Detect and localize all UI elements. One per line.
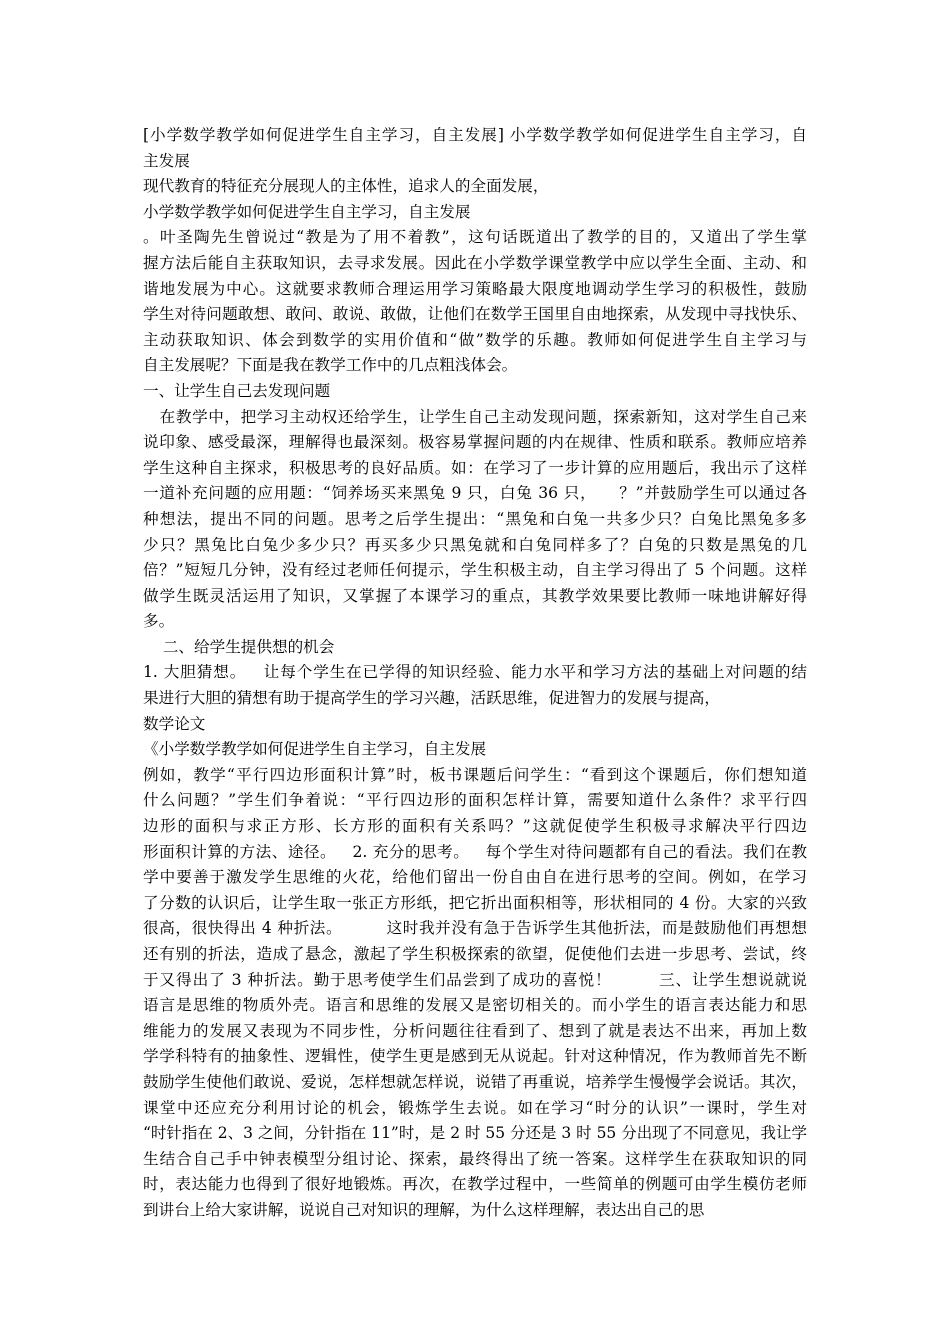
text-line: 生结合自己手中钟表模型分组讨论、探索，最终得出了统一答案。这样学生在获取知识的同 <box>143 1149 807 1168</box>
text-line: 握方法后能自主获取知识，去寻求发展。因此在小学数学课堂教学中应以学生全面、主动、和 <box>143 253 807 272</box>
text-line: 一道补充问题的应用题：“饲养场买来黑兔 9 只，白兔 36 只， ？”并鼓励学生可以通过各 <box>143 484 807 503</box>
text-line: 课堂中还应充分利用讨论的机会，锻炼学生去说。如在学习“时分的认识”一课时，学生对 <box>143 1098 807 1117</box>
text-line: 小学数学教学如何促进学生自主学习，自主发展 <box>143 202 471 221</box>
text-line: 做学生既灵活运用了知识，又掌握了本课学习的重点，其教学效果要比教师一味地讲解好得 <box>143 586 807 605</box>
text-line: 维能力的发展又表现为不同步性，分析问题往往看到了、想到了就是表达不出来，再加上数 <box>143 1021 807 1040</box>
text-line: 还有别的折法，造成了悬念，激起了学生积极探索的欲望，促使他们去进一步思考、尝试，终 <box>143 945 807 963</box>
text-line: 很高，很快得出 4 种折法。 这时我并没有急于告诉学生其他折法，而是鼓励他们再想想 <box>143 919 807 938</box>
text-line: [小学数学教学如何促进学生自主学习，自主发展] 小学数学教学如何促进学生自主学习，自 <box>143 126 807 144</box>
text-line: 什么问题？”学生们争着说：“平行四边形的面积怎样计算，需要知道什么条件？求平行四 <box>143 791 807 810</box>
text-line: 学学科特有的抽象性、逻辑性，使学生更是感到无从说起。针对这种情况，作为教师首先不断 <box>143 1047 807 1066</box>
text-line: 形面积计算的方法、途径。 2. 充分的思考。 每个学生对待问题都有自己的看法。我们在教 <box>143 842 807 861</box>
text-line: 例如，教学“平行四边形面积计算”时，板书课题后问学生：“看到这个课题后，你们想知道 <box>143 765 807 784</box>
text-line: 一、让学生自己去发现问题 <box>143 381 331 400</box>
text-line: 鼓励学生使他们敢说、爱说，怎样想就怎样说，说错了再重说，培养学生慢慢学会说话。其次， <box>143 1072 807 1091</box>
text-line: 种想法，提出不同的问题。思考之后学生提出：“黑兔和白兔一共多少只？白兔比黑兔多多 <box>143 509 807 528</box>
text-line: 时，表达能力也得到了很好地锻炼。再次，在教学过程中，一些简单的例题可由学生模仿老师 <box>143 1175 807 1194</box>
text-line: 。叶圣陶先生曾说过“教是为了用不着教”，这句话既道出了教学的目的，又道出了学生掌 <box>143 228 807 247</box>
text-line: 现代教育的特征充分展现人的主体性，追求人的全面发展， <box>143 177 549 196</box>
text-line: 主发展 <box>143 151 190 170</box>
text-line: 语言是思维的物质外壳。语言和思维的发展又是密切相关的。而小学生的语言表达能力和思 <box>143 996 807 1015</box>
text-line: 自主发展呢？下面是我在教学工作中的几点粗浅体会。 <box>143 356 518 375</box>
text-line: “时针指在 2、3 之间，分针指在 11”时，是 2 时 55 分还是 3 时 55 分出现了不同意见，我让学 <box>143 1124 807 1143</box>
text-line: 多。 <box>143 612 175 631</box>
text-line: 学生对待问题敢想、敢问、敢说、敢做，让他们在数学王国里自由地探索，从发现中寻找快乐、 <box>143 305 807 324</box>
text-line: 边形的面积与求正方形、长方形的面积有关系吗？”这就促使学生积极寻求解决平行四边 <box>143 817 807 836</box>
text-line: 学生这种自主探求，积极思考的良好品质。如：在学习了一步计算的应用题后，我出示了这样 <box>143 458 807 477</box>
text-line: 1. 大胆猜想。 让每个学生在已学得的知识经验、能力水平和学习方法的基础上对问题的结 <box>143 663 807 682</box>
text-line: 少只？黑兔比白兔少多少只？再买多少只黑兔就和白兔同样多了？白兔的只数是黑兔的几 <box>143 535 807 554</box>
text-line: 数学论文 <box>143 714 206 733</box>
text-line: 谐地发展为中心。这就要求教师合理运用学习策略最大限度地调动学生学习的积极性，鼓励 <box>143 279 807 298</box>
text-line: 了分数的认识后，让学生取一张正方形纸，把它折出面积相等，形状相同的 4 份。大家的兴致 <box>143 893 807 912</box>
text-line: 到讲台上给大家讲解，说说自己对知识的理解，为什么这样理解，表达出自己的思 <box>143 1200 705 1219</box>
text-line: 果进行大胆的猜想有助于提高学生的学习兴趣，活跃思维，促进智力的发展与提高， <box>143 689 720 708</box>
text-line: 说印象、感受最深，理解得也最深刻。极容易掌握问题的内在规律、性质和联系。教师应培养 <box>143 433 807 452</box>
text-line: 倍？”短短几分钟，没有经过老师任何提示，学生积极主动，自主学习得出了 5 个问题。这样 <box>143 561 807 580</box>
text-line: 《小学数学教学如何促进学生自主学习，自主发展 <box>143 740 487 759</box>
text-line: 主动获取知识、体会到数学的实用价值和“做”数学的乐趣。教师如何促进学生自主学习与 <box>143 330 807 349</box>
text-line: 学中要善于激发学生思维的火花，给他们留出一份自由自在进行思考的空间。例如，在学习 <box>143 868 807 887</box>
document-body <box>143 123 807 1224</box>
text-line: 在教学中，把学习主动权还给学生，让学生自己主动发现问题，探索新知，这对学生自己来 <box>143 407 807 426</box>
text-line: 二、给学生提供想的机会 <box>143 637 335 656</box>
text-line: 于又得出了 3 种折法。勤于思考使学生们品尝到了成功的喜悦！ 三、让学生想说就说 <box>143 970 807 989</box>
